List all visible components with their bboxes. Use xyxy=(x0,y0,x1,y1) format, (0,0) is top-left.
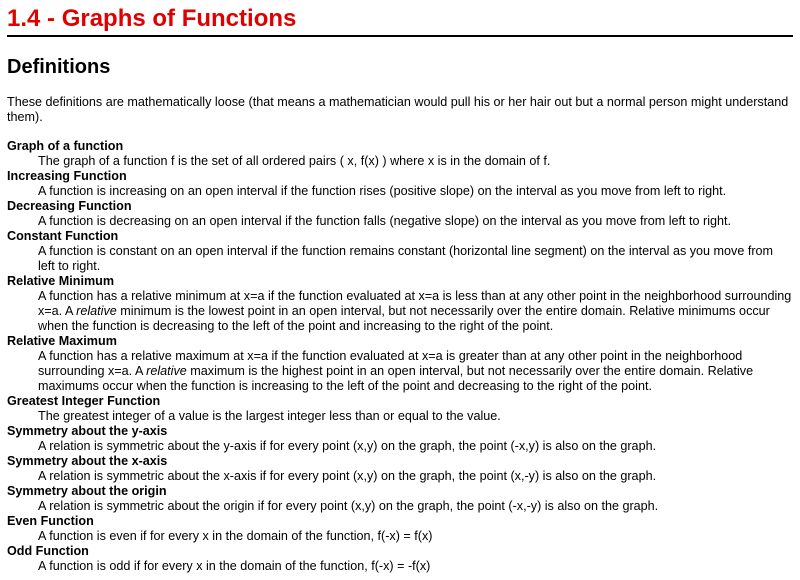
definition-segment: A relation is symmetric about the y-axis if for every point (x,y) on the graph, the point (-x,y) is also on the graph. xyxy=(38,439,657,453)
definition-term: Relative Maximum xyxy=(7,334,117,348)
definition-segment: A function is decreasing on an open interval if the function falls (negative slope) on the interval as you move from left to right. xyxy=(38,214,732,228)
definition-segment: A function is even if for every x in the domain of the function, f(-x) = f(x) xyxy=(38,529,433,543)
definition-segment: minimum is the lowest point in an open interval, but not necessarily over the entire domain. Relative minimums occur when the function is decreasing to the left of the point and increasing to the right of the point. xyxy=(38,304,770,333)
definition-text xyxy=(38,244,793,274)
definition-segment: A function is constant on an open interval if the function remains constant (horizontal line segment) on the interval as you move from left to right. xyxy=(38,244,774,273)
definition-term: Increasing Function xyxy=(7,169,127,183)
definition-segment: The greatest integer of a value is the largest integer less than or equal to the value. xyxy=(38,409,501,423)
definition-term: Symmetry about the y-axis xyxy=(7,424,168,438)
emphasis-text: relative xyxy=(146,364,187,378)
definition-term: Even Function xyxy=(7,514,94,528)
definition-segment: A relation is symmetric about the origin if for every point (x,y) on the graph, the point (-x,-y) is also on the graph. xyxy=(38,499,659,513)
title-divider xyxy=(7,35,793,37)
definition-segment: A function has a relative maximum at x=a if the function evaluated at x=a is greater than at any other point in the neighborhood surrounding x=a. A xyxy=(38,349,743,378)
definition-text xyxy=(38,349,793,394)
definition-term: Relative Minimum xyxy=(7,274,115,288)
definition-segment: A function is increasing on an open interval if the function rises (positive slope) on the interval as you move from left to right. xyxy=(38,184,727,198)
definition-text xyxy=(38,559,793,574)
definition-segment: The graph of a function f is the set of all ordered pairs ( x, f(x) ) where x is in the domain of f. xyxy=(38,154,551,168)
intro-paragraph: These definitions are mathematically loose (that means a mathematician would pull his or her hair out but a normal person might understand them). xyxy=(7,95,789,124)
definition-segment: A relation is symmetric about the x-axis if for every point (x,y) on the graph, the point (x,-y) is also on the graph. xyxy=(38,469,657,483)
definition-term: Graph of a function xyxy=(7,139,124,153)
definition-text xyxy=(38,439,793,454)
definition-term: Greatest Integer Function xyxy=(7,394,161,408)
definition-text xyxy=(38,499,793,514)
definition-text xyxy=(38,409,793,424)
definition-segment: A function is odd if for every x in the domain of the function, f(-x) = -f(x) xyxy=(38,559,431,573)
definition-list xyxy=(7,139,793,574)
definition-text xyxy=(38,214,793,229)
definition-text xyxy=(38,529,793,544)
definition-text xyxy=(38,289,793,334)
definition-segment: A function has a relative minimum at x=a if the function evaluated at x=a is less than at any other point in the neighborhood surrounding x=a. A xyxy=(38,289,792,318)
page-title: 1.4 - Graphs of Functions xyxy=(7,5,297,32)
definition-term: Decreasing Function xyxy=(7,199,132,213)
definition-text xyxy=(38,184,793,199)
emphasis-text: relative xyxy=(76,304,117,318)
definition-text xyxy=(38,469,793,484)
definition-term: Symmetry about the x-axis xyxy=(7,454,168,468)
section-heading: Definitions xyxy=(7,56,111,78)
definition-term: Symmetry about the origin xyxy=(7,484,167,498)
definition-term: Odd Function xyxy=(7,544,89,558)
definition-segment: maximum is the highest point in an open interval, but not necessarily over the entire domain. Relative maximums occur when the function is increasing to the left of the point and decreasing to the right of the point. xyxy=(38,364,754,393)
definition-text xyxy=(38,154,793,169)
definition-term: Constant Function xyxy=(7,229,119,243)
